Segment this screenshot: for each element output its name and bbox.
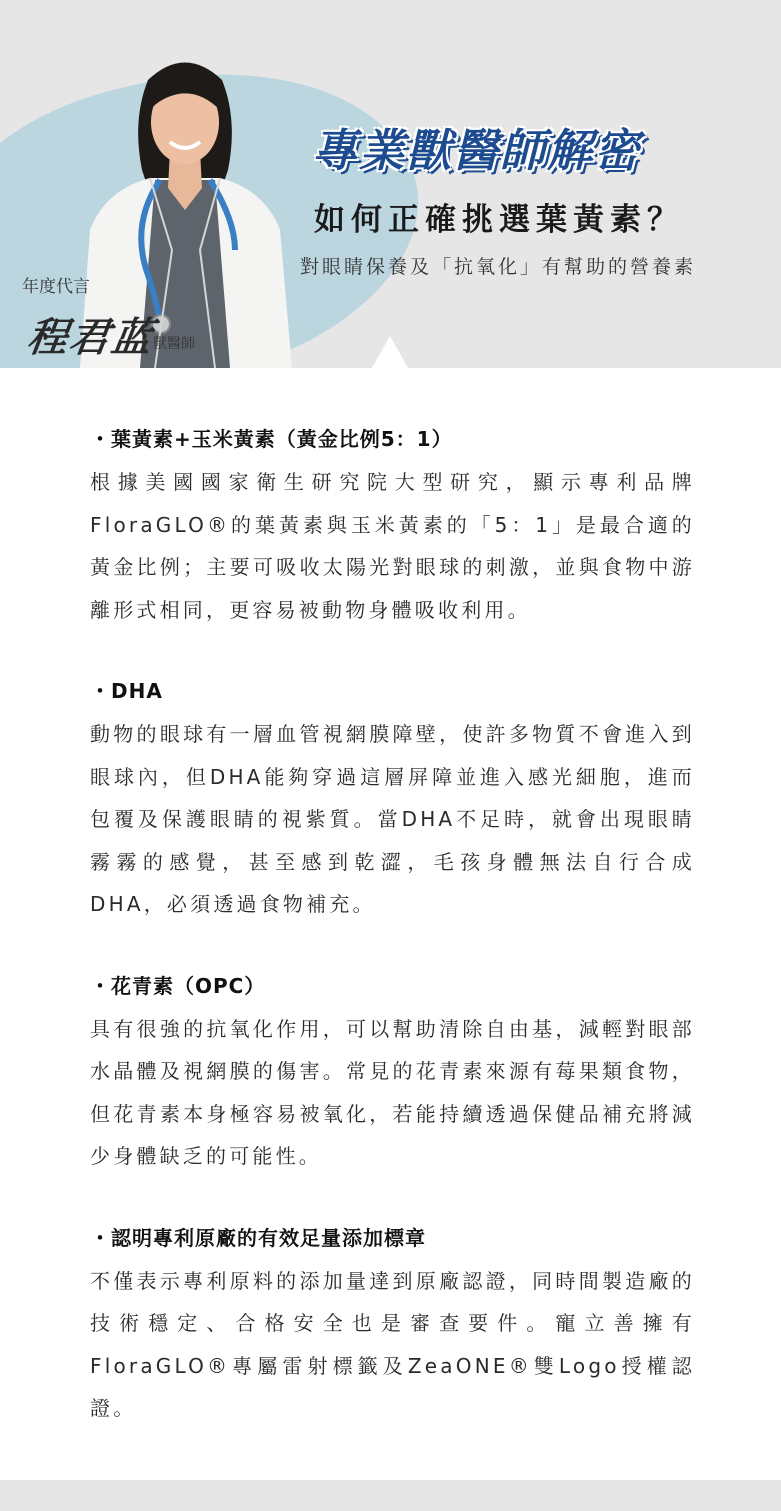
section-title: ・認明專利原廠的有效足量添加標章 <box>90 1225 426 1250</box>
section-opc <box>90 967 695 1178</box>
banner-subtitle: 如何正確挑選葉黃素？ <box>314 202 684 238</box>
section-lutein <box>90 420 695 631</box>
section-body: 動物的眼球有一層血管視網膜障壁，使許多物質不會進入到眼球內，但DHA能夠穿過這層屏障並進入感光細胞，進而包覆及保護眼睛的視紫質。當DHA不足時，就會出現眼睛霧霧的感覺，甚至感到乾澀，毛孩身體無法自行合成DHA，必須透過食物補充。 <box>90 722 695 916</box>
section-title: ・花青素（OPC） <box>90 973 266 998</box>
section-dha <box>90 672 695 926</box>
section-body: 根據美國國家衛生研究院大型研究，顯示專利品牌FloraGLO®的葉黃素與玉米黃素的「5：1」是最合適的黃金比例；主要可吸收太陽光對眼球的刺激，並與食物中游離形式相同，更容易被動物身體吸收利用。 <box>90 470 695 622</box>
banner-tagline: 對眼睛保養及「抗氧化」有幫助的營養素 <box>300 256 697 278</box>
section-certification <box>90 1219 695 1430</box>
section-title: ・葉黃素+玉米黃素（黃金比例5：1） <box>90 427 453 451</box>
banner-notch <box>372 336 408 368</box>
spokesperson-label: 年度代言 <box>22 277 90 297</box>
section-title: ・DHA <box>90 679 163 703</box>
footer-band <box>0 1480 781 1511</box>
section-body: 不僅表示專利原料的添加量達到原廠認證，同時間製造廠的技術穩定、合格安全也是審查要件。寵立善擁有FloraGLO®專屬雷射標籤及ZeaONE®雙Logo授權認證。 <box>90 1268 695 1420</box>
section-body: 具有很強的抗氧化作用，可以幫助清除自由基，減輕對眼部水晶體及視網膜的傷害。常見的花青素來源有莓果類食物，但花青素本身極容易被氧化，若能持續透過保健品補充將減少身體缺乏的可能性。 <box>90 1016 695 1168</box>
hero-banner <box>0 0 781 368</box>
article-content <box>90 420 695 1471</box>
signature-name: 程君蓝 <box>24 314 157 361</box>
banner-title: 專業獸醫師解密 <box>312 124 642 177</box>
doctor-role: 獸醫師 <box>153 336 195 352</box>
